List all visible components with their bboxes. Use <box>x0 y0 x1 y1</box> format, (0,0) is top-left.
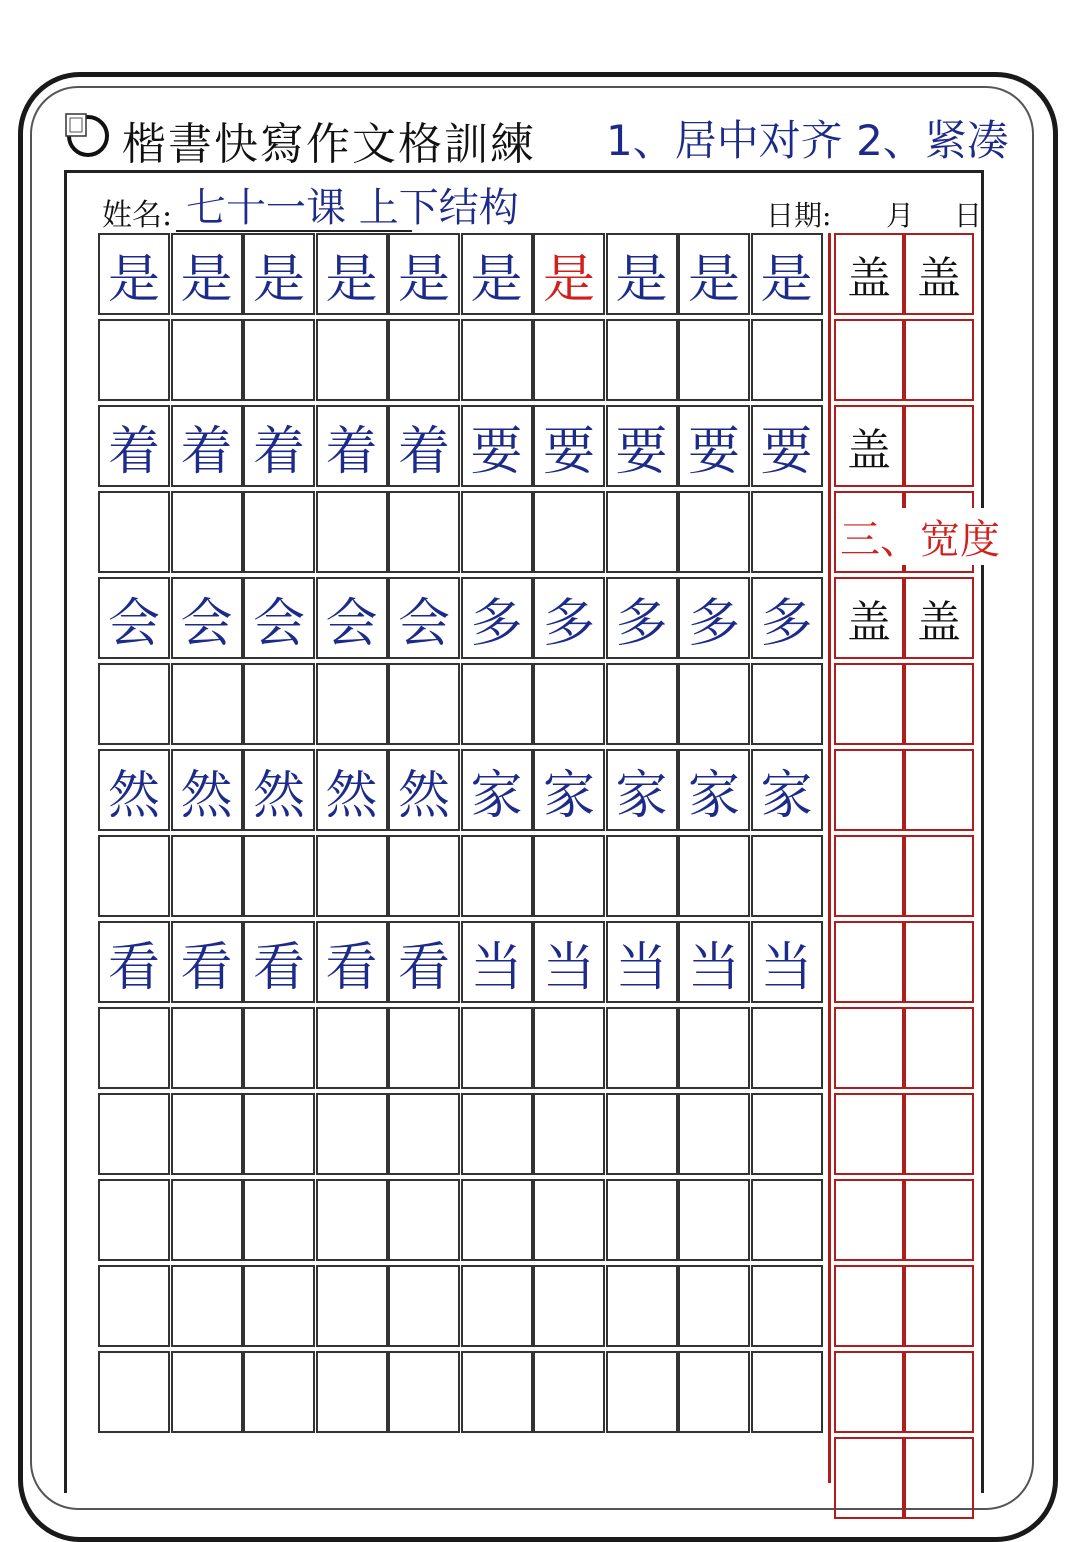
practice-character: 着 <box>171 405 243 487</box>
side-blank-cell <box>834 921 904 1003</box>
practice-character: 看 <box>243 921 315 1003</box>
practice-character: 家 <box>461 749 533 831</box>
blank-cell <box>751 835 823 917</box>
seal-logo-icon <box>64 112 110 158</box>
blank-cell <box>606 1093 678 1175</box>
blank-cell <box>243 1351 315 1433</box>
side-blank-cell <box>834 319 904 401</box>
side-blank-cell <box>904 1007 974 1089</box>
blank-cell <box>461 319 533 401</box>
blank-cell <box>751 1179 823 1261</box>
blank-cell <box>171 1179 243 1261</box>
practice-character: 是 <box>388 233 460 315</box>
practice-character: 当 <box>533 921 605 1003</box>
blank-cell <box>461 1093 533 1175</box>
practice-character: 看 <box>98 921 170 1003</box>
practice-character: 是 <box>461 233 533 315</box>
blank-cell <box>678 835 750 917</box>
practice-character: 家 <box>751 749 823 831</box>
side-blank-cell <box>834 749 904 831</box>
side-blank-cell <box>834 835 904 917</box>
blank-cell <box>751 1007 823 1089</box>
day-label: 日 <box>954 199 983 232</box>
practice-character: 看 <box>316 921 388 1003</box>
blank-cell <box>316 1179 388 1261</box>
blank-cell <box>388 835 460 917</box>
blank-cell <box>533 835 605 917</box>
blank-cell <box>678 1351 750 1433</box>
practice-character: 要 <box>751 405 823 487</box>
side-character: 盖 <box>834 577 904 659</box>
date-label: 日期: <box>766 199 832 232</box>
side-blank-cell <box>904 1351 974 1433</box>
practice-character: 会 <box>98 577 170 659</box>
blank-cell <box>316 1351 388 1433</box>
practice-character: 当 <box>461 921 533 1003</box>
side-blank-cell <box>904 921 974 1003</box>
practice-character: 多 <box>461 577 533 659</box>
blank-cell <box>171 1007 243 1089</box>
blank-cell <box>388 1179 460 1261</box>
blank-cell <box>316 835 388 917</box>
practice-character: 是 <box>533 233 605 315</box>
side-character: 盖 <box>834 233 904 315</box>
blank-cell <box>243 663 315 745</box>
blank-cell <box>316 663 388 745</box>
rules-note: 1、居中对齐 2、紧凑 <box>606 116 1009 165</box>
blank-cell <box>316 1093 388 1175</box>
blank-cell <box>533 319 605 401</box>
blank-cell <box>98 319 170 401</box>
practice-character: 会 <box>316 577 388 659</box>
blank-cell <box>751 1265 823 1347</box>
red-divider-thin <box>830 233 831 1483</box>
month-label: 月 <box>886 199 915 232</box>
blank-cell <box>98 1351 170 1433</box>
practice-character: 然 <box>316 749 388 831</box>
blank-cell <box>171 663 243 745</box>
side-blank-cell <box>904 1437 974 1519</box>
practice-character: 当 <box>606 921 678 1003</box>
blank-cell <box>751 491 823 573</box>
blank-cell <box>171 1265 243 1347</box>
blank-cell <box>243 1265 315 1347</box>
practice-character: 会 <box>388 577 460 659</box>
practice-character: 当 <box>678 921 750 1003</box>
blank-cell <box>388 663 460 745</box>
blank-cell <box>171 319 243 401</box>
blank-cell <box>533 1265 605 1347</box>
blank-cell <box>243 1007 315 1089</box>
practice-character: 会 <box>171 577 243 659</box>
blank-cell <box>751 663 823 745</box>
side-blank-cell <box>834 1351 904 1433</box>
blank-cell <box>171 835 243 917</box>
blank-cell <box>461 1265 533 1347</box>
practice-character: 然 <box>171 749 243 831</box>
blank-cell <box>678 1179 750 1261</box>
blank-cell <box>606 491 678 573</box>
blank-cell <box>243 1179 315 1261</box>
practice-character: 看 <box>388 921 460 1003</box>
practice-character: 家 <box>606 749 678 831</box>
blank-cell <box>533 663 605 745</box>
blank-cell <box>388 319 460 401</box>
blank-cell <box>678 1007 750 1089</box>
side-blank-cell <box>904 319 974 401</box>
practice-character: 多 <box>751 577 823 659</box>
blank-cell <box>461 1007 533 1089</box>
blank-cell <box>751 1351 823 1433</box>
practice-character: 家 <box>533 749 605 831</box>
side-blank-cell <box>904 663 974 745</box>
side-blank-cell <box>904 1093 974 1175</box>
practice-character: 要 <box>678 405 750 487</box>
blank-cell <box>461 1351 533 1433</box>
practice-character: 当 <box>751 921 823 1003</box>
blank-cell <box>461 491 533 573</box>
blank-cell <box>678 1093 750 1175</box>
blank-cell <box>751 1093 823 1175</box>
practice-character: 多 <box>678 577 750 659</box>
blank-cell <box>461 1179 533 1261</box>
width-note: 三、宽度 <box>838 508 1002 565</box>
side-blank-cell <box>904 749 974 831</box>
name-label: 姓名: <box>102 198 173 233</box>
blank-cell <box>606 1179 678 1261</box>
side-blank-cell <box>904 1265 974 1347</box>
side-blank-cell <box>904 1179 974 1261</box>
practice-character: 要 <box>606 405 678 487</box>
blank-cell <box>388 1265 460 1347</box>
blank-cell <box>98 1265 170 1347</box>
side-blank-cell <box>834 1007 904 1089</box>
practice-character: 着 <box>243 405 315 487</box>
side-character: 盖 <box>834 405 904 487</box>
practice-character: 着 <box>388 405 460 487</box>
blank-cell <box>606 1351 678 1433</box>
side-blank-cell <box>834 1179 904 1261</box>
practice-character: 要 <box>461 405 533 487</box>
side-blank-cell <box>834 1093 904 1175</box>
blank-cell <box>388 1351 460 1433</box>
side-character: 盖 <box>904 577 974 659</box>
side-blank-cell <box>834 663 904 745</box>
blank-cell <box>243 1093 315 1175</box>
name-underline <box>176 230 412 232</box>
blank-cell <box>606 835 678 917</box>
practice-character: 然 <box>98 749 170 831</box>
blank-cell <box>461 663 533 745</box>
blank-cell <box>98 1179 170 1261</box>
blank-cell <box>171 1351 243 1433</box>
blank-cell <box>533 1093 605 1175</box>
practice-character: 是 <box>316 233 388 315</box>
practice-character: 着 <box>98 405 170 487</box>
blank-cell <box>316 319 388 401</box>
blank-cell <box>606 319 678 401</box>
name-value: 七十一课 上下结构 <box>186 185 519 231</box>
practice-character: 是 <box>98 233 170 315</box>
practice-character: 家 <box>678 749 750 831</box>
practice-character: 是 <box>171 233 243 315</box>
blank-cell <box>98 1007 170 1089</box>
blank-cell <box>243 319 315 401</box>
side-blank-cell <box>834 1265 904 1347</box>
blank-cell <box>533 1351 605 1433</box>
blank-cell <box>316 1265 388 1347</box>
blank-cell <box>316 491 388 573</box>
practice-character: 要 <box>533 405 605 487</box>
blank-cell <box>606 663 678 745</box>
blank-cell <box>98 1093 170 1175</box>
practice-character: 是 <box>243 233 315 315</box>
blank-cell <box>98 663 170 745</box>
side-blank-cell <box>834 1437 904 1519</box>
blank-cell <box>388 1093 460 1175</box>
blank-cell <box>461 835 533 917</box>
practice-character: 看 <box>171 921 243 1003</box>
blank-cell <box>606 1007 678 1089</box>
blank-cell <box>171 1093 243 1175</box>
practice-character: 是 <box>606 233 678 315</box>
blank-cell <box>533 1179 605 1261</box>
blank-cell <box>316 1007 388 1089</box>
practice-character: 多 <box>533 577 605 659</box>
blank-cell <box>678 663 750 745</box>
side-blank-cell <box>904 405 974 487</box>
page-title: 楷書快寫作文格訓練 <box>122 119 536 170</box>
blank-cell <box>243 835 315 917</box>
blank-cell <box>751 319 823 401</box>
blank-cell <box>606 1265 678 1347</box>
blank-cell <box>533 491 605 573</box>
blank-cell <box>678 1265 750 1347</box>
side-blank-cell <box>904 835 974 917</box>
blank-cell <box>243 491 315 573</box>
practice-character: 是 <box>751 233 823 315</box>
blank-cell <box>98 835 170 917</box>
practice-character: 着 <box>316 405 388 487</box>
blank-cell <box>533 1007 605 1089</box>
practice-character: 然 <box>243 749 315 831</box>
practice-character: 然 <box>388 749 460 831</box>
blank-cell <box>388 1007 460 1089</box>
blank-cell <box>678 319 750 401</box>
side-character: 盖 <box>904 233 974 315</box>
blank-cell <box>388 491 460 573</box>
blank-cell <box>98 491 170 573</box>
practice-character: 多 <box>606 577 678 659</box>
practice-character: 会 <box>243 577 315 659</box>
blank-cell <box>171 491 243 573</box>
blank-cell <box>678 491 750 573</box>
practice-character: 是 <box>678 233 750 315</box>
